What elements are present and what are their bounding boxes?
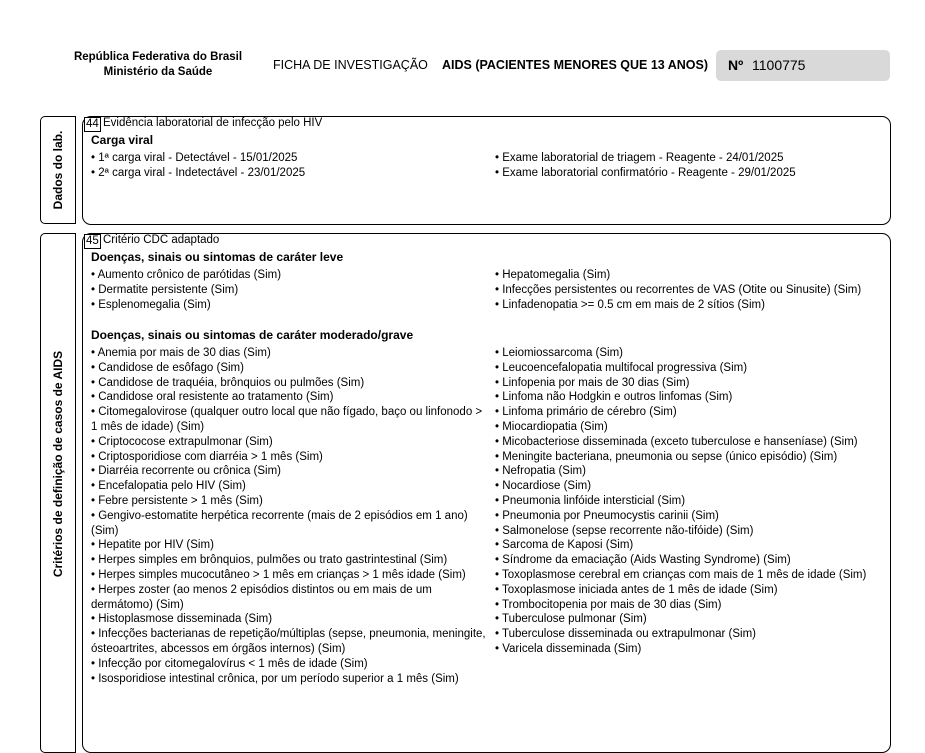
mild-left-list — [91, 268, 491, 312]
list-item: • Micobacteriose disseminada (exceto tuberculose e hanseníase) (Sim) — [495, 435, 858, 448]
criteria-side-tab — [40, 233, 76, 753]
list-item: • Salmonelose (sepse recorrente não-tifóide) (Sim) — [495, 524, 754, 537]
form-title: AIDS (PACIENTES MENORES QUE 13 ANOS) — [442, 58, 709, 72]
list-item: • Linfopenia por mais de 30 dias (Sim) — [495, 376, 690, 389]
list-item: • Tuberculose disseminada ou extrapulmonar (Sim) — [495, 628, 756, 641]
list-item: • Herpes zoster (ao menos 2 episódios distintos ou em mais de um dermátomo) (Sim) — [91, 583, 432, 611]
list-item: • Leucoencefalopatia multifocal progressiva (Sim) — [495, 361, 748, 374]
criteria-side-label: Critérios de definição de casos de AIDS — [51, 350, 65, 578]
list-item: • Encefalopatia pelo HIV (Sim) — [91, 480, 246, 493]
severe-right-list — [495, 346, 877, 657]
list-item: • Linfoma primário de cérebro (Sim) — [495, 406, 677, 419]
list-item: • Gengivo-estomatite herpética recorrente (mais de 2 episódios em 1 ano) (Sim) — [91, 509, 468, 537]
government-header — [60, 50, 256, 80]
list-item: • Miocardiopatia (Sim) — [495, 420, 608, 433]
list-item: • Pneumonia linfóide intersticial (Sim) — [495, 494, 686, 507]
list-item: • Anemia por mais de 30 dias (Sim) — [91, 347, 271, 359]
list-item: • Linfoma não Hodgkin e outros linfomas (Sim) — [495, 391, 733, 404]
list-item: • Leiomiossarcoma (Sim) — [495, 347, 623, 359]
list-item: • Nefropatia (Sim) — [495, 465, 586, 478]
viral-load-heading: Carga viral — [91, 133, 154, 147]
list-item: • Dermatite persistente (Sim) — [91, 283, 239, 296]
list-item: • Exame laboratorial confirmatório - Reagente - 29/01/2025 — [495, 166, 796, 179]
list-item: • Nocardiose (Sim) — [495, 480, 592, 493]
lab-right-list — [495, 151, 885, 181]
mild-heading: Doenças, sinais ou sintomas de caráter leve — [91, 250, 344, 264]
list-item: • Isosporidiose intestinal crônica, por um período superior a 1 mês (Sim) — [91, 672, 459, 685]
republic-name: República Federativa do Brasil — [73, 51, 243, 63]
lab-side-tab — [40, 116, 76, 224]
list-item: • Aumento crônico de parótidas (Sim) — [91, 269, 282, 281]
record-number-value: 1100775 — [752, 57, 806, 73]
severe-heading: Doenças, sinais ou sintomas de caráter moderado/grave — [91, 328, 414, 342]
list-item: • Infecções bacterianas de repetição/múltiplas (sepse, pneumonia, meningite, ósteoartrites, abcessos em órgãos internos) (Sim) — [91, 628, 486, 655]
lab-side-label: Dados do lab. — [51, 130, 65, 210]
list-item: • Varicela disseminada (Sim) — [495, 642, 642, 655]
list-item: • Criptococose extrapulmonar (Sim) — [91, 435, 273, 448]
list-item: • Candidose de traquéia, brônquios ou pulmões (Sim) — [91, 376, 365, 389]
list-item: • 1ª carga viral - Detectável - 15/01/2025 — [91, 152, 298, 164]
list-item: • 2ª carga viral - Indetectável - 23/01/2025 — [91, 166, 306, 179]
list-item: • Candidose de esôfago (Sim) — [91, 361, 244, 374]
list-item: • Exame laboratorial de triagem - Reagente - 24/01/2025 — [495, 152, 784, 164]
form-type: FICHA DE INVESTIGAÇÃO — [273, 58, 428, 72]
list-item: • Hepatomegalia (Sim) — [495, 269, 611, 281]
record-number-box — [716, 50, 890, 81]
list-item: • Herpes simples mucocutâneo > 1 mês em crianças > 1 mês idade (Sim) — [91, 568, 466, 581]
list-item: • Toxoplasmose cerebral em crianças com mais de 1 mês de idade (Sim) — [495, 568, 867, 581]
list-item: • Esplenomegalia (Sim) — [91, 298, 211, 311]
field-number-45: 45 — [86, 235, 99, 247]
list-item: • Síndrome da emaciação (Aids Wasting Syndrome) (Sim) — [495, 554, 791, 567]
lab-field-title: Evidência laboratorial de infecção pelo HIV — [103, 117, 323, 129]
list-item: • Hepatite por HIV (Sim) — [91, 539, 214, 552]
list-item: • Citomegalovirose (qualquer outro local que não fígado, baço ou linfonodo > 1 mês de idade) (Sim) — [91, 406, 483, 433]
list-item: • Febre persistente > 1 mês (Sim) — [91, 494, 263, 507]
field-number-44: 44 — [86, 118, 99, 130]
list-item: • Infecção por citomegalovírus < 1 mês de idade (Sim) — [91, 657, 368, 670]
list-item: • Trombocitopenia por mais de 30 dias (Sim) — [495, 598, 722, 611]
list-item: • Linfadenopatia >= 0.5 cm em mais de 2 sítios (Sim) — [495, 298, 765, 311]
list-item: • Herpes simples em brônquios, pulmões ou trato gastrintestinal (Sim) — [91, 554, 448, 567]
list-item: • Histoplasmose disseminada (Sim) — [91, 613, 273, 626]
list-item: • Pneumonia por Pneumocystis carinii (Sim) — [495, 509, 719, 522]
list-item: • Criptosporidiose com diarréia > 1 mês (Sim) — [91, 450, 323, 463]
record-number-label: Nº — [728, 57, 744, 73]
list-item: • Diarréia recorrente ou crônica (Sim) — [91, 465, 282, 478]
criteria-field-title: Critério CDC adaptado — [103, 234, 220, 246]
lab-left-list — [91, 151, 491, 181]
list-item: • Infecções persistentes ou recorrentes de VAS (Otite ou Sinusite) (Sim) — [495, 283, 862, 296]
list-item: • Toxoplasmose iniciada antes de 1 mês de idade (Sim) — [495, 583, 778, 596]
ministry-name: Ministério da Saúde — [103, 66, 213, 78]
severe-left-list — [91, 346, 487, 686]
list-item: • Meningite bacteriana, pneumonia ou sepse (único episódio) (Sim) — [495, 450, 838, 463]
mild-right-list — [495, 268, 875, 312]
list-item: • Candidose oral resistente ao tratamento (Sim) — [91, 391, 334, 404]
list-item: • Tuberculose pulmonar (Sim) — [495, 613, 647, 626]
list-item: • Sarcoma de Kaposi (Sim) — [495, 539, 634, 552]
